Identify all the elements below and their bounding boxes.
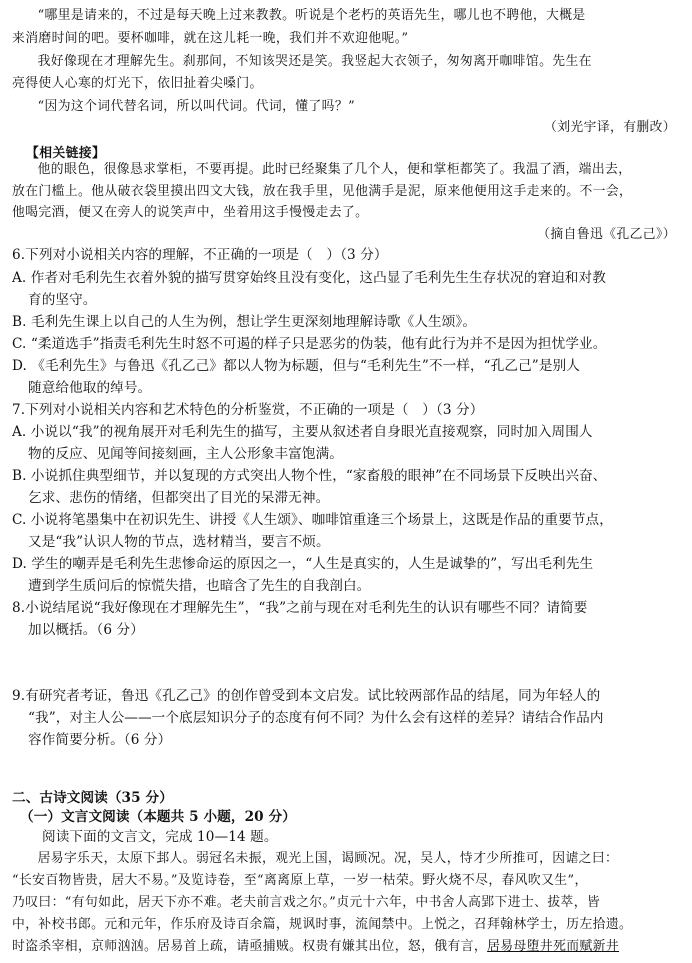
classical-text-line: “长安百物皆贵，居大不易。”及览诗卷，至“离离原上草，一岁一枯荣。野火烧不尽，春风吹又生”， bbox=[12, 873, 588, 888]
underlined-phrase: 居易母堕井死而赋新井 bbox=[487, 939, 620, 954]
section-2-title: 二、古诗文阅读（35 分） bbox=[12, 790, 173, 806]
question-7-option-b-cont: 乞求、悲伤的情绪，但都突出了目光的呆滞无神。 bbox=[28, 490, 330, 506]
section-2-subtitle: （一）文言文阅读（本题共 5 小题，20 分） bbox=[20, 809, 296, 825]
classical-text-span: 时盗杀宰相，京师汹汹。居易首上疏，请亟捕贼。权贵有嫌其出位，怒，俄有言， bbox=[12, 939, 488, 954]
classical-text-line-last bbox=[12, 936, 682, 958]
question-7-option-d-cont: 遭到学生质问后的惊慌失措，也暗含了先生的自我剖白。 bbox=[28, 578, 371, 594]
question-6-option-d: D. 《毛利先生》与鲁迅《孔乙己》都以人物为标题，但与“毛利先生”不一样，“孔乙己”是别人 bbox=[12, 358, 580, 374]
question-6-option-c: C. “柔道选手”指责毛利先生时怒不可遏的样子只是恶劣的伪装，他有此行为并不是因为担忧学业。 bbox=[12, 336, 607, 352]
question-7-option-c-cont: 又是“我”认识人物的节点，选材精当，要言不烦。 bbox=[28, 534, 330, 550]
question-9-stem-cont: 容作简要分析。（6 分） bbox=[28, 732, 172, 748]
classical-text-line: 中，补校书郎。元和元年，作乐府及诗百余篇，规讽时事，流闻禁中。上悦之，召拜翰林学士，历左拾遗。 bbox=[12, 917, 633, 932]
question-7-option-d: D. 学生的嘲弄是毛利先生悲惨命运的原因之一，“人生是真实的，人生是诚挚的”，写出毛利先生 bbox=[12, 556, 594, 572]
related-heading: 【相关链接】 bbox=[26, 146, 106, 161]
question-9-stem: 9.有研究者考证，鲁迅《孔乙己》的创作曾受到本文启发。试比较两部作品的结尾，同为年轻人的 bbox=[12, 688, 601, 704]
question-8-stem-cont: 加以概括。（6 分） bbox=[28, 622, 144, 638]
question-6-option-a: A. 作者对毛利先生衣着外貌的描写贯穿始终且没有变化，这凸显了毛利先生生存状况的窘迫和对教 bbox=[12, 270, 606, 286]
question-6-option-b: B. 毛利先生课上以自己的人生为例，想让学生更深刻地理解诗歌《人生颂》。 bbox=[12, 314, 477, 330]
excerpt-line: 亮得使人心寒的灯光下，依旧扯着尖嗓门。 bbox=[12, 76, 263, 91]
question-7-option-a-cont: 物的反应、见闻等间接刻画，主人公形象丰富饱满。 bbox=[28, 446, 343, 462]
question-7-option-c: C. 小说将笔墨集中在初识先生、讲授《人生颂》、咖啡馆重逢三个场景上，这既是作品的重要节点， bbox=[12, 512, 613, 528]
related-line: 放在门槛上。他从破衣袋里摸出四文大钱，放在我手里，见他满手是泥，原来他便用这手走来的。不一会， bbox=[12, 184, 633, 199]
question-7-option-b: B. 小说抓住典型细节，并以复现的方式突出人物个性，“家畜般的眼神”在不同场景下反映出兴奋、 bbox=[12, 468, 607, 484]
classical-text-line: 乃叹曰：“有句如此，居天下亦不难。老夫前言戏之尔。”贞元十六年，中书舍人高郢下进士、拔萃，皆 bbox=[12, 895, 601, 910]
question-6-option-d-cont: 随意给他取的绰号。 bbox=[28, 380, 152, 396]
excerpt-line: 来消磨时间的吧。要杯咖啡，就在这儿耗一晚，我们并不欢迎他呢。” bbox=[12, 31, 409, 46]
related-source: （摘自鲁迅《孔乙己》） bbox=[537, 227, 676, 242]
question-6-stem: 6.下列对小说相关内容的理解，不正确的一项是（ ）（3 分） bbox=[12, 247, 388, 263]
related-line: 他喝完酒，便又在旁人的说笑声中，坐着用这手慢慢走去了。 bbox=[12, 205, 369, 220]
excerpt-source: （刘光宇译，有删改） bbox=[544, 120, 676, 135]
section-2-instruction: 阅读下面的文言文，完成 10—14 题。 bbox=[42, 829, 278, 845]
question-7-option-a: A. 小说以“我”的视角展开对毛利先生的描写，主要从叙述者自身眼光直接观察，同时加入周围人 bbox=[12, 424, 593, 440]
question-8-stem: 8.小说结尾说“我好像现在才理解先生”，“我”之前与现在对毛利先生的认识有哪些不同？请简要 bbox=[12, 600, 588, 616]
question-7-stem: 7.下列对小说相关内容和艺术特色的分析鉴赏，不正确的一项是（ ）（3 分） bbox=[12, 402, 484, 418]
excerpt-line: 我好像现在才理解先生。刹那间，不知该哭还是笑。我竖起大衣领子，匆匆离开咖啡馆。先生在 bbox=[37, 54, 592, 69]
question-9-stem-cont: “我”，对主人公——一个底层知识分子的态度有何不同？为什么会有这样的差异？请结合作品内 bbox=[28, 710, 604, 726]
question-6-option-a-cont: 育的坚守。 bbox=[28, 292, 97, 308]
classical-text-line: 居易字乐天，太原下邽人。弱冠名未振，观光上国，谒顾况。况，吴人，恃才少所推可，因谑之曰： bbox=[37, 851, 619, 866]
excerpt-line: “哪里是请来的，不过是每天晚上过来教教。听说是个老朽的英语先生，哪儿也不聘他，大概是 bbox=[37, 8, 586, 23]
related-line: 他的眼色，很像恳求掌柜，不要再提。此时已经聚集了几个人，便和掌柜都笑了。我温了酒，端出去， bbox=[37, 162, 632, 177]
excerpt-line: “因为这个词代替名词，所以叫代词。代词，懂了吗？” bbox=[37, 99, 356, 114]
